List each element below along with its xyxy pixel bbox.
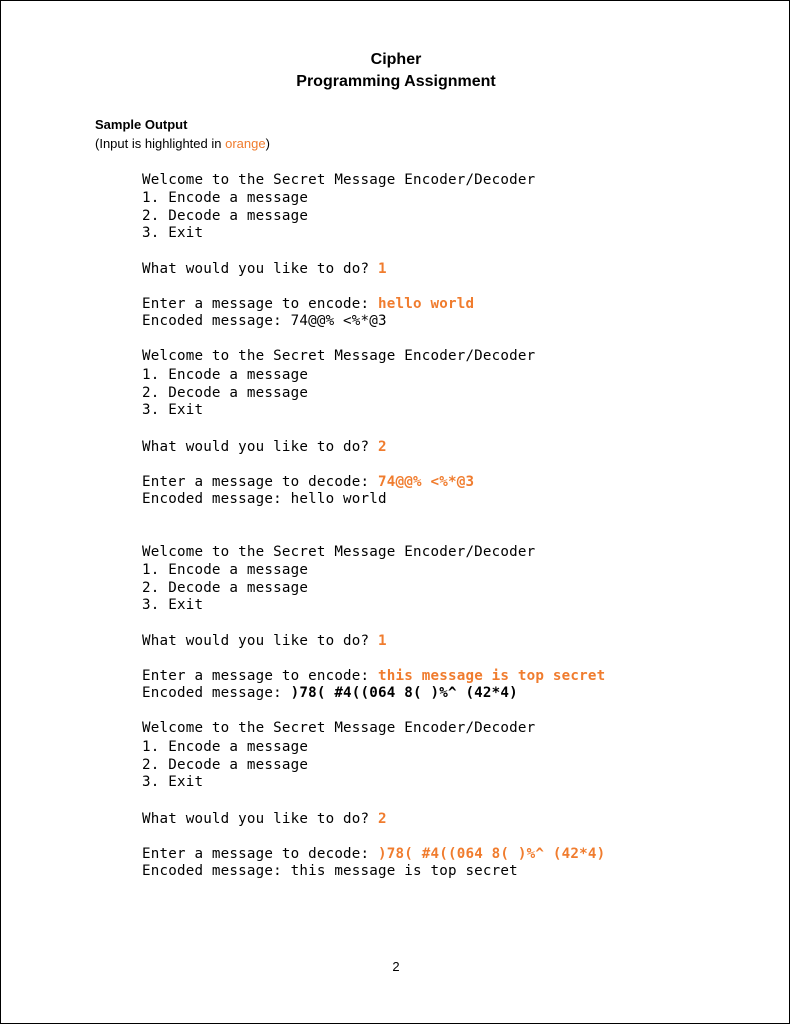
menu-option-exit: 3. Exit [142, 225, 204, 241]
result-prompt: Encoded message: [142, 863, 291, 879]
encode-prompt: Enter a message to encode: [142, 668, 379, 684]
menu-option-encode: 1. Encode a message [142, 739, 309, 755]
page-number: 2 [392, 959, 400, 974]
encode-input-line [142, 667, 605, 685]
highlight-note [95, 134, 270, 153]
result-prompt: Encoded message: [142, 685, 291, 701]
decode-input-line [142, 845, 605, 863]
result-prompt: Encoded message: [142, 491, 291, 507]
document-title: Cipher [370, 51, 422, 68]
result-value: this message is top secret [290, 863, 518, 879]
menu-option-encode: 1. Encode a message [142, 190, 309, 206]
choice-line [142, 632, 387, 650]
user-input: 74@@% <%*@3 [378, 474, 475, 490]
result-line [142, 684, 518, 702]
document-subtitle: Programming Assignment [296, 73, 496, 90]
user-choice: 2 [378, 811, 387, 827]
note-suffix: ) [265, 136, 270, 151]
menu-title: Welcome to the Secret Message Encoder/Decoder [142, 544, 536, 560]
result-value: hello world [290, 491, 387, 507]
menu-option-decode: 2. Decode a message [142, 580, 309, 596]
menu-option-decode: 2. Decode a message [142, 385, 309, 401]
result-prompt: Encoded message: [142, 313, 291, 329]
choice-prompt: What would you like to do? [142, 811, 379, 827]
menu-option-exit: 3. Exit [142, 774, 204, 790]
encode-prompt: Enter a message to encode: [142, 296, 379, 312]
user-choice: 1 [378, 261, 387, 277]
menu-option-decode: 2. Decode a message [142, 757, 309, 773]
menu-option-decode: 2. Decode a message [142, 208, 309, 224]
user-choice: 1 [378, 633, 387, 649]
user-input: hello world [378, 296, 475, 312]
user-input: )78( #4((064 8( )%^ (42*4) [378, 846, 606, 862]
decode-prompt: Enter a message to decode: [142, 474, 379, 490]
note-prefix: (Input is highlighted in [95, 136, 226, 151]
choice-prompt: What would you like to do? [142, 633, 379, 649]
choice-prompt: What would you like to do? [142, 439, 379, 455]
choice-line [142, 260, 387, 278]
result-line [142, 490, 387, 508]
result-line [142, 862, 518, 880]
choice-line [142, 810, 387, 828]
menu-option-encode: 1. Encode a message [142, 367, 309, 383]
note-highlight-word: orange [225, 136, 266, 151]
menu-title: Welcome to the Secret Message Encoder/Decoder [142, 348, 536, 364]
result-value: 74@@% <%*@3 [290, 313, 387, 329]
choice-prompt: What would you like to do? [142, 261, 379, 277]
section-heading: Sample Output [95, 117, 188, 132]
menu-title: Welcome to the Secret Message Encoder/Decoder [142, 720, 536, 736]
menu-option-encode: 1. Encode a message [142, 562, 309, 578]
result-line [142, 312, 387, 330]
result-value: )78( #4((064 8( )%^ (42*4) [290, 685, 518, 701]
choice-line [142, 438, 387, 456]
menu-option-exit: 3. Exit [142, 597, 204, 613]
user-input: this message is top secret [378, 668, 606, 684]
menu-option-exit: 3. Exit [142, 402, 204, 418]
encode-input-line [142, 295, 474, 313]
decode-input-line [142, 473, 474, 491]
decode-prompt: Enter a message to decode: [142, 846, 379, 862]
user-choice: 2 [378, 439, 387, 455]
menu-title: Welcome to the Secret Message Encoder/Decoder [142, 172, 536, 188]
